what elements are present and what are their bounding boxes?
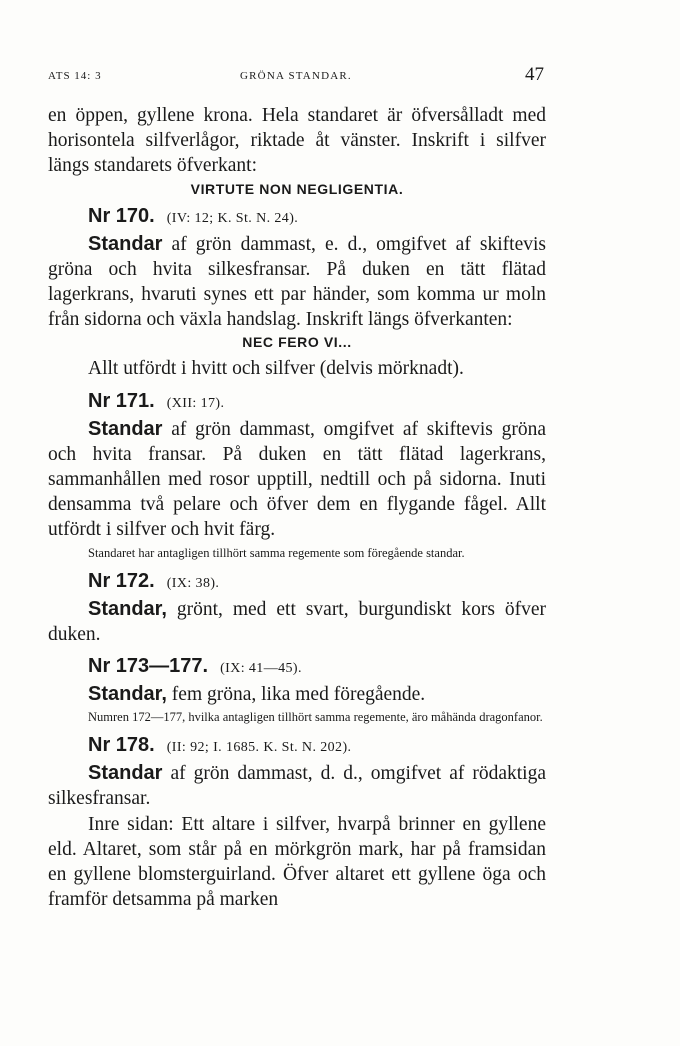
entry-text: grönt, med ett svart, burgundiskt kors öfver duken. — [48, 598, 546, 645]
entry-heading — [88, 568, 546, 597]
entry-number: Nr 172. — [88, 569, 155, 592]
entry-description — [48, 682, 546, 707]
header-signature: ATS 14: 3 — [48, 70, 102, 82]
entry-heading — [88, 732, 546, 761]
entry-heading — [88, 653, 546, 682]
entry-text: af grön dammast, e. d., omgifvet af skiftevis gröna och hvita silkesfransar. På duken en tätt flätad lagerkrans, hvaruti synes ett par händer, som komma ur moln från sidorna och växla handslag. Inskrift längs öfverkanten: — [48, 233, 546, 331]
entry-text: af grön dammast, d. d., omgifvet af rödaktiga silkesfransar. — [48, 763, 546, 810]
entry-number: Nr 173—177. — [88, 655, 209, 678]
entry-note: Numren 172—177, hvilka antagligen tillhört samma regemente, äro måhända dragonfanor. — [88, 710, 543, 725]
running-header — [48, 66, 544, 90]
entry-reference: (IX: 41—45). — [220, 661, 302, 677]
entry-heading — [88, 388, 546, 417]
header-title: GRÖNA STANDAR. — [240, 70, 352, 82]
entry-reference: (IX: 38). — [166, 575, 220, 591]
entry-reference: (II: 92; I. 1685. K. St. N. 202). — [166, 740, 352, 756]
entry-number: Nr 170. — [88, 204, 155, 227]
inscription: VIRTUTE NON NEGLIGENTIA. — [190, 180, 404, 197]
entry-number: Nr 178. — [88, 734, 155, 757]
intro-paragraph: en öppen, gyllene krona. Hela standaret är öfversålladt med horisontela silfverlågor, riktade åt vänster. Inskrift i silfver längs standarets öfverkant: — [48, 105, 546, 177]
entry-keyword: Standar, — [88, 683, 167, 706]
entry-note: Standaret har antagligen tillhört samma regemente som föregående standar. — [88, 545, 465, 560]
entry-text: af grön dammast, omgifvet af skiftevis gröna och hvita fransar. På duken en tätt flätad lagerkrans, sammanhållen med rosor upptill, nedtill och på sidorna. Inuti densamma två pelare och öfver dem en flygande fågel. Allt utfördt i silfver och hvit färg. — [48, 418, 546, 541]
entry-reference: (IV: 12; K. St. N. 24). — [166, 210, 299, 226]
page-number: 47 — [525, 64, 544, 85]
entry-keyword: Standar, — [88, 597, 167, 620]
inscription: NEC FERO VI... — [242, 334, 352, 351]
body-text — [48, 103, 546, 912]
entry-keyword: Standar — [88, 232, 163, 255]
entry-text: fem gröna, lika med föregående. — [166, 684, 426, 706]
entry-extra: Inre sidan: Ett altare i silfver, hvarpå brinner en gyllene eld. Altaret, som står på en mörkgrön mark, har på framsidan en gyllene blomsterguirland. Öfver altaret ett gyllene öga och framför detsamma på marken — [48, 813, 546, 911]
entry-extra: Allt utfördt i hvitt och silfver (delvis mörknadt). — [88, 358, 464, 380]
entry-reference: (XII: 17). — [166, 395, 225, 411]
entry-heading — [88, 203, 546, 232]
entry-description — [48, 761, 546, 811]
entry-description — [48, 597, 546, 647]
entry-keyword: Standar — [88, 762, 163, 785]
entry-number: Nr 171. — [88, 389, 155, 412]
entry-description — [48, 417, 546, 543]
entry-description — [48, 232, 546, 333]
entry-keyword: Standar — [88, 417, 163, 440]
